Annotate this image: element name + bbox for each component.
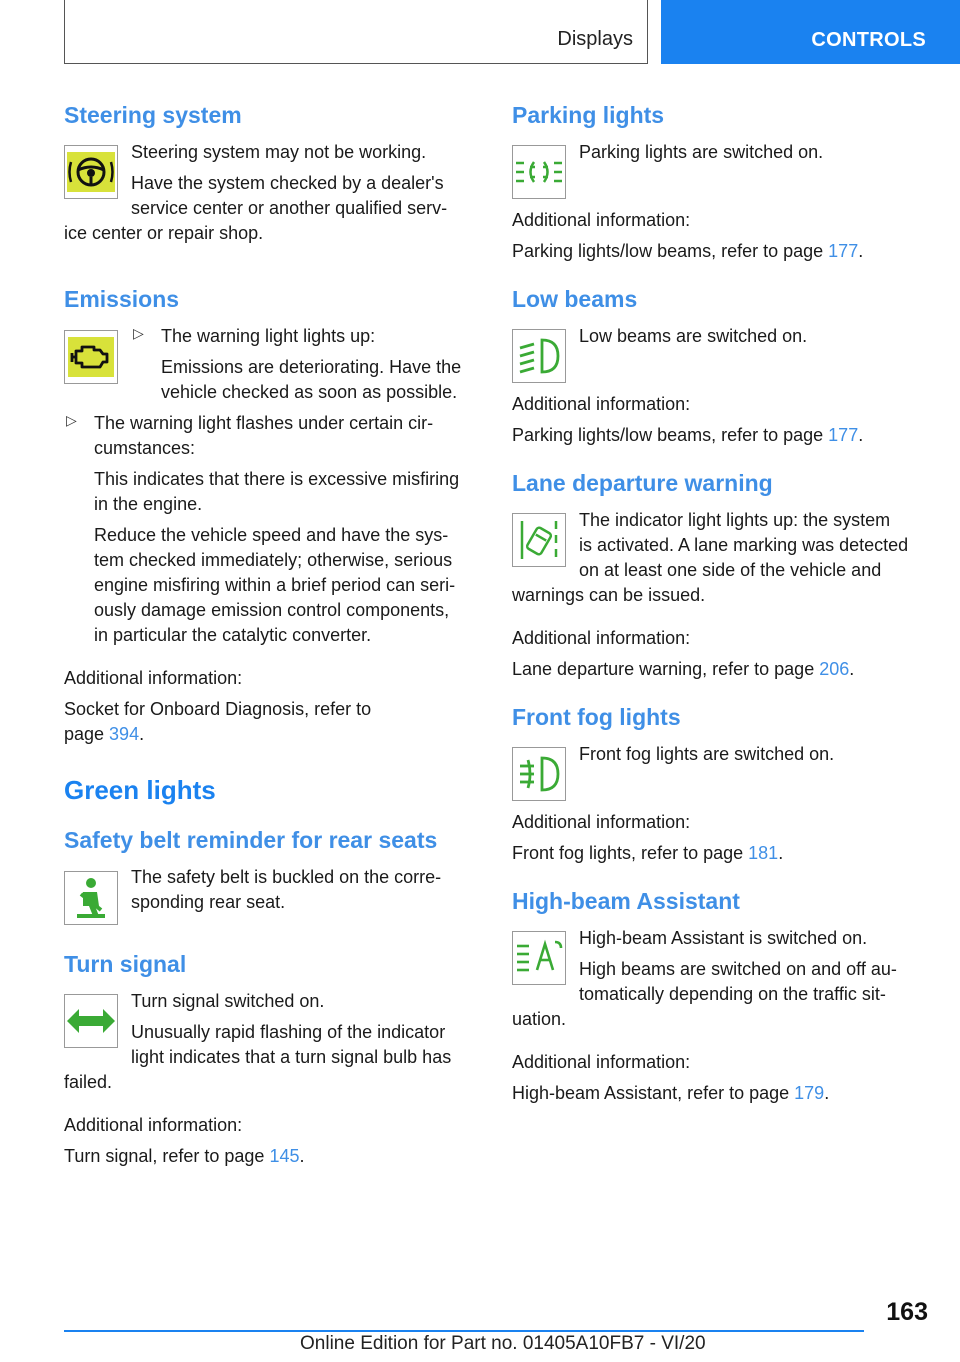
hba-text-2c: uation. (512, 1009, 567, 1029)
heading-front-fog: Front fog lights (512, 704, 681, 730)
heading-low-beams: Low beams (512, 286, 638, 312)
page-link-394[interactable]: 394 (109, 724, 140, 744)
section-belt-reminder (64, 825, 480, 925)
heading-steering: Steering system (64, 102, 242, 128)
emissions-bullet-2-text-a: The warning light flashes under certain cir- (94, 413, 434, 433)
heading-lane-departure: Lane departure warning (512, 470, 773, 496)
belt-block (64, 865, 480, 925)
emissions-ref-line-2: page 394. (64, 724, 145, 744)
heading-high-beam-assistant: High-beam Assistant (512, 888, 740, 914)
parking-block (512, 140, 930, 200)
emissions-bullet-2-text-b: cumstances: (94, 438, 196, 458)
emissions-bullet-2-text-d: in the engine. (94, 494, 203, 514)
turn-signal-arrows-icon (64, 994, 118, 1048)
turn-text-2a: Unusually rapid flashing of the indicator (131, 1022, 446, 1042)
emissions-bullet-2-text-f: tem checked immediately; otherwise, serious (94, 550, 453, 570)
hba-block (512, 926, 930, 1032)
header-chapter-label: CONTROLS (811, 29, 926, 51)
section-turn-signal (64, 949, 480, 1169)
hba-ref: High-beam Assistant, refer to page 179. (512, 1083, 830, 1103)
fog-block (512, 742, 930, 802)
page-link-177[interactable]: 177 (828, 241, 859, 261)
seatbelt-icon (64, 871, 118, 925)
turn-text-1: Turn signal switched on. (131, 991, 325, 1011)
emissions-bullet-2-text-h: ously damage emission control components, (94, 600, 450, 620)
hba-text-2b: tomatically depending on the traffic sit- (579, 984, 886, 1004)
page-link-206[interactable]: 206 (819, 659, 850, 679)
steering-block (64, 140, 480, 246)
hba-text-2a: High beams are switched on and off au- (579, 959, 897, 979)
page-link-145[interactable]: 145 (269, 1146, 300, 1166)
emissions-bullet-2-text-c: This indicates that there is excessive misfiring (94, 469, 460, 489)
lane-text-4: warnings can be issued. (512, 585, 706, 605)
emissions-bullet-1-detail-a: Emissions are deteriorating. Have the (161, 357, 462, 377)
hba-additional-label: Additional information: (512, 1052, 691, 1072)
footer-edition: Online Edition for Part no. 01405A10FB7 - VI/20 (300, 1333, 706, 1354)
header-chapter-tab (661, 0, 960, 64)
section-parking-lights (512, 100, 930, 264)
section-steering (64, 100, 480, 246)
section-emissions (64, 284, 480, 747)
steering-warning-icon (64, 145, 118, 199)
steering-text-2c: ice center or repair shop. (64, 223, 264, 243)
page-link-181[interactable]: 181 (748, 843, 779, 863)
emissions-bullet-2-text-g: engine misfiring within a brief period can seri- (94, 575, 456, 595)
emissions-bullet-2-text-e: Reduce the vehicle speed and have the sys- (94, 525, 449, 545)
page-link-179[interactable]: 179 (794, 1083, 825, 1103)
heading-turn-signal: Turn signal (64, 951, 187, 977)
emissions-bullet-2 (64, 411, 480, 648)
section-low-beams (512, 284, 930, 448)
lane-additional-label: Additional information: (512, 628, 691, 648)
lane-ref: Lane departure warning, refer to page 206. (512, 659, 855, 679)
right-column (512, 100, 930, 1106)
parking-lights-icon (512, 145, 566, 199)
emissions-block (64, 324, 480, 747)
fog-ref: Front fog lights, refer to page 181. (512, 843, 784, 863)
emissions-bullet-1-text: The warning light lights up: (161, 326, 376, 346)
heading-belt-reminder: Safety belt reminder for rear seats (64, 827, 438, 853)
fog-additional-label: Additional information: (512, 812, 691, 832)
lane-text-2: is activated. A lane marking was detected (579, 535, 909, 555)
section-lane-departure (512, 468, 930, 682)
low-text-1: Low beams are switched on. (579, 326, 808, 346)
emissions-ref-line-1: Socket for Onboard Diagnosis, refer to (64, 699, 372, 719)
emissions-additional-label: Additional information: (64, 668, 243, 688)
lane-text-1: The indicator light lights up: the system (579, 510, 891, 530)
bullet-triangle-icon: ▷ (66, 412, 77, 428)
steering-text-1: Steering system may not be working. (131, 142, 427, 162)
turn-block (64, 989, 480, 1169)
header-section-label: Displays (557, 28, 633, 50)
hba-text-1: High-beam Assistant is switched on. (579, 928, 868, 948)
steering-text-2a: Have the system checked by a dealer's (131, 173, 444, 193)
fog-text-1: Front fog lights are switched on. (579, 744, 835, 764)
high-beam-assistant-icon (512, 931, 566, 985)
section-green-lights (64, 773, 480, 807)
parking-additional-label: Additional information: (512, 210, 691, 230)
steering-text-2b: service center or another qualified serv- (131, 198, 448, 218)
parking-text-1: Parking lights are switched on. (579, 142, 824, 162)
page-link-177b[interactable]: 177 (828, 425, 859, 445)
turn-text-2c: failed. (64, 1072, 113, 1092)
turn-text-2b: light indicates that a turn signal bulb has (131, 1047, 452, 1067)
emissions-bullet-1 (131, 324, 480, 405)
engine-warning-icon (64, 330, 118, 384)
section-high-beam-assistant (512, 886, 930, 1106)
belt-text-2: sponding rear seat. (131, 892, 286, 912)
lane-block (512, 508, 930, 608)
emissions-bullet-2-text-i: in particular the catalytic converter. (94, 625, 372, 645)
belt-text-1: The safety belt is buckled on the corre- (131, 867, 442, 887)
low-beam-icon (512, 329, 566, 383)
heading-emissions: Emissions (64, 286, 180, 312)
footer-rule (64, 1330, 864, 1332)
heading-green-lights: Green lights (64, 775, 216, 805)
lane-text-3: on at least one side of the vehicle and (579, 560, 882, 580)
heading-parking-lights: Parking lights (512, 102, 665, 128)
left-column (64, 100, 480, 1169)
low-additional-label: Additional information: (512, 394, 691, 414)
lane-departure-icon (512, 513, 566, 567)
section-front-fog (512, 702, 930, 866)
turn-additional-label: Additional information: (64, 1115, 243, 1135)
emissions-bullet-1-detail-b: vehicle checked as soon as possible. (161, 382, 458, 402)
header-section-box (64, 0, 648, 64)
low-ref: Parking lights/low beams, refer to page 177. (512, 425, 864, 445)
bullet-triangle-icon: ▷ (133, 325, 144, 341)
low-block (512, 324, 930, 384)
turn-ref: Turn signal, refer to page 145. (64, 1146, 305, 1166)
parking-ref: Parking lights/low beams, refer to page 177. (512, 241, 864, 261)
front-fog-light-icon (512, 747, 566, 801)
page-number: 163 (886, 1298, 928, 1326)
